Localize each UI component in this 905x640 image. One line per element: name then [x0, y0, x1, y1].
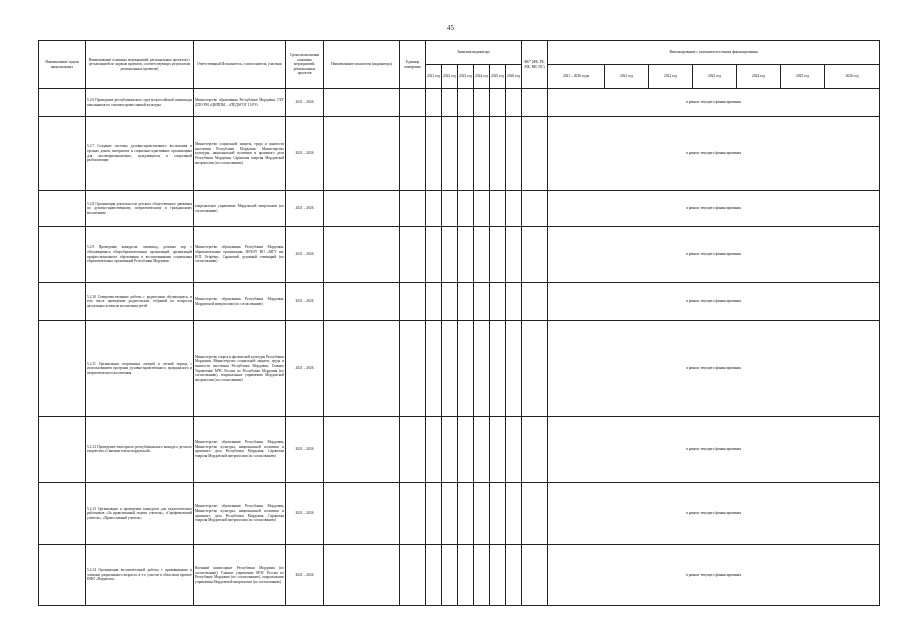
header-finance-group: Финансирование с указанием источника финансирования — [548, 41, 880, 65]
table-row — [39, 117, 880, 191]
task-cell — [39, 321, 86, 417]
header-finance-col: 2025 год — [781, 65, 825, 89]
finance-cell: в рамках текущего финансирования — [548, 190, 880, 226]
task-cell — [39, 117, 86, 191]
event-cell: 5.2.8 Организация деятельности детского общественного движения по духовно-нравственному, патриотическому и гражданскому воспитанию — [86, 190, 194, 226]
unit-cell — [400, 545, 426, 606]
header-responsible: Ответственный Исполнитель, соисполнитель, участник — [194, 41, 286, 89]
event-cell: 5.2.10 Совершенствование работы с родителями обучающихся, в том числе проведение родительских собраний по вопросам актуальных аспектов воспитания детей — [86, 282, 194, 320]
header-deadline: Сроки выполнения основных мероприятий, региональных проектов — [286, 41, 324, 89]
period-cell: 2021 – 2026 — [286, 89, 324, 117]
header-year: 2021 год — [426, 65, 442, 89]
unit-cell — [400, 89, 426, 117]
table-row — [39, 482, 880, 545]
indicator-cell — [324, 545, 400, 606]
event-cell: 5.2.9 Проведение конкурсов, олимпиад, деловых игр с обучающимися общеобразовательных организаций, организаций профессионального образования и воспитанниками социальных образовательных организаций Республики Мордовия — [86, 227, 194, 283]
period-cell: 2021 – 2026 — [286, 417, 324, 483]
header-row-1 — [39, 41, 880, 65]
task-cell — [39, 227, 86, 283]
responsible-cell: Министерство социальной защиты, труда и занятости населения Республики Мордовия, Министерство культуры, национальной политики и архивного дела Республики Мордовия, Саранская епархия Мордовской митрополии (по согласованию) — [194, 117, 286, 191]
indicator-cell — [324, 321, 400, 417]
header-year: 2022 год — [442, 65, 458, 89]
header-finance-col: 2021 год — [605, 65, 649, 89]
task-cell — [39, 482, 86, 545]
budget-code-cell — [522, 545, 548, 606]
responsible-cell: Министерство спорта и физической культуры Республики Мордовия, Министерство социальной защиты, труда и занятости населения Республики Мордовия, Главное Управление МЧС России по Республике Мордовия (по согласованию), епархиальные управления Мордовской митрополии (по согласованию) — [194, 321, 286, 417]
header-finance-col: 2026 год — [825, 65, 880, 89]
header-finance-col: 2024 год — [737, 65, 781, 89]
task-cell — [39, 190, 86, 226]
header-year: 2024 год — [474, 65, 490, 89]
unit-cell — [400, 282, 426, 320]
header-event: Наименование основных мероприятий, региональных проектов (с детализацией по задачам проектов, соответствующих результатам региональных проектов) — [86, 41, 194, 89]
header-values-group: Значения индикатора — [426, 41, 522, 65]
responsible-cell: Министерство образования Республики Мордовия, Министерство культуры, национальной политики и архивного дела Республики Мордовия, Саранская епархия Мордовской митрополии (по согласованию) — [194, 417, 286, 483]
table-row — [39, 227, 880, 283]
event-cell: 5.2.12 Проведение ежегодного республиканского конкурса детского творчества «Святыни земли мордовской» — [86, 417, 194, 483]
program-events-table — [38, 40, 880, 606]
budget-code-cell — [522, 482, 548, 545]
unit-cell — [400, 117, 426, 191]
header-finance-col: 2022 год — [649, 65, 693, 89]
budget-code-cell — [522, 190, 548, 226]
indicator-cell — [324, 190, 400, 226]
period-cell: 2021 – 2026 — [286, 117, 324, 191]
period-cell: 2021 – 2026 — [286, 282, 324, 320]
indicator-cell — [324, 227, 400, 283]
budget-code-cell — [522, 321, 548, 417]
finance-cell: в рамках текущего финансирования — [548, 482, 880, 545]
page-number: 45 — [447, 24, 454, 32]
event-cell: 5.2.13 Организация и проведение конкурсов для педагогических работников «За нравственный подвиг учителя», «Серафимовский учитель», «Православный учитель» — [86, 482, 194, 545]
period-cell: 2021 – 2026 — [286, 545, 324, 606]
responsible-cell: Министерство образования Республики Мордовия, Мордовской митрополии (по согласованию) — [194, 282, 286, 320]
table-row — [39, 321, 880, 417]
header-task: Наименование задачи национальных — [39, 41, 86, 89]
unit-cell — [400, 417, 426, 483]
header-indicator: Наименование показателя (индикатора) — [324, 41, 400, 89]
period-cell: 2021 – 2026 — [286, 190, 324, 226]
header-finance-col: 2021 – 2026 годы — [548, 65, 605, 89]
finance-cell: в рамках текущего финансирования — [548, 545, 880, 606]
header-finance-col: 2023 год — [693, 65, 737, 89]
unit-cell — [400, 321, 426, 417]
responsible-cell: Военный комиссариат Республики Мордовия (по согласованию), Главное управление МЧС России по Республике Мордовия (по согласованию), епархиальные управления Мордовской митрополии (по согласованию) — [194, 545, 286, 606]
table-row — [39, 545, 880, 606]
unit-cell — [400, 482, 426, 545]
responsible-cell: Министерство образования Республики Мордовия, образовательные организации, ФГБОУ ВО «МГУ им. Н.П. Огарёва», Саранский духовный семинарий (по согласованию) — [194, 227, 286, 283]
responsible-cell: Министерство образования Республики Мордовия, ГБУ ДПО РМ «ЦНППМ – «ПЕДАГОГ 13.РУ» — [194, 89, 286, 117]
responsible-cell: Министерство образования Республики Мордовия, Министерство культуры, национальной политики и архивного дела Республики Мордовия, Саранская епархия Мордовской митрополии (по согласованию) — [194, 482, 286, 545]
finance-cell: в рамках текущего финансирования — [548, 321, 880, 417]
header-year: 2026 год — [506, 65, 522, 89]
table-row — [39, 417, 880, 483]
task-cell — [39, 417, 86, 483]
budget-code-cell — [522, 227, 548, 283]
period-cell: 2021 – 2026 — [286, 482, 324, 545]
unit-cell — [400, 190, 426, 226]
event-cell: 5.2.6 Проведение республиканского тура всероссийской олимпиады школьников по основам православной культуры — [86, 89, 194, 117]
indicator-cell — [324, 89, 400, 117]
task-cell — [39, 89, 86, 117]
budget-code-cell — [522, 417, 548, 483]
finance-cell: в рамках текущего финансирования — [548, 282, 880, 320]
header-budget-code: ФБ* (ФБ, РБ, МБ, ВИ, ПС) — [522, 41, 548, 89]
table-row — [39, 89, 880, 117]
finance-cell: в рамках текущего финансирования — [548, 117, 880, 191]
indicator-cell — [324, 117, 400, 191]
event-cell: 5.2.14 Организация воспитательной работы с призывниками и членами допризывного возраста, в т.ч. участие в областном проекте ПФО «Патриоты» — [86, 545, 194, 606]
budget-code-cell — [522, 117, 548, 191]
indicator-cell — [324, 482, 400, 545]
budget-code-cell — [522, 282, 548, 320]
responsible-cell: епархиальное управление Мордовской митрополии (по согласованию) — [194, 190, 286, 226]
finance-cell: в рамках текущего финансирования — [548, 89, 880, 117]
task-cell — [39, 282, 86, 320]
finance-cell: в рамках текущего финансирования — [548, 227, 880, 283]
budget-code-cell — [522, 89, 548, 117]
event-cell: 5.2.11 Организация спортивных лагерей в летний период с использованием программ духовно-нравственного, гражданского и патриотического воспитания — [86, 321, 194, 417]
table-row — [39, 190, 880, 226]
indicator-cell — [324, 282, 400, 320]
event-cell: 5.2.7 Создание системы духовно-нравственного воспитания в органах домов, интернатах в социально-адаптивных организациях для несовершеннолетних, нуждающихся в социальной реабилитации — [86, 117, 194, 191]
period-cell: 2021 – 2026 — [286, 321, 324, 417]
header-year: 2023 год — [458, 65, 474, 89]
finance-cell: в рамках текущего финансирования — [548, 417, 880, 483]
table-row — [39, 282, 880, 320]
unit-cell — [400, 227, 426, 283]
period-cell: 2021 – 2026 — [286, 227, 324, 283]
indicator-cell — [324, 417, 400, 483]
header-unit: Единица измерения — [400, 41, 426, 89]
task-cell — [39, 545, 86, 606]
header-year: 2025 год — [490, 65, 506, 89]
